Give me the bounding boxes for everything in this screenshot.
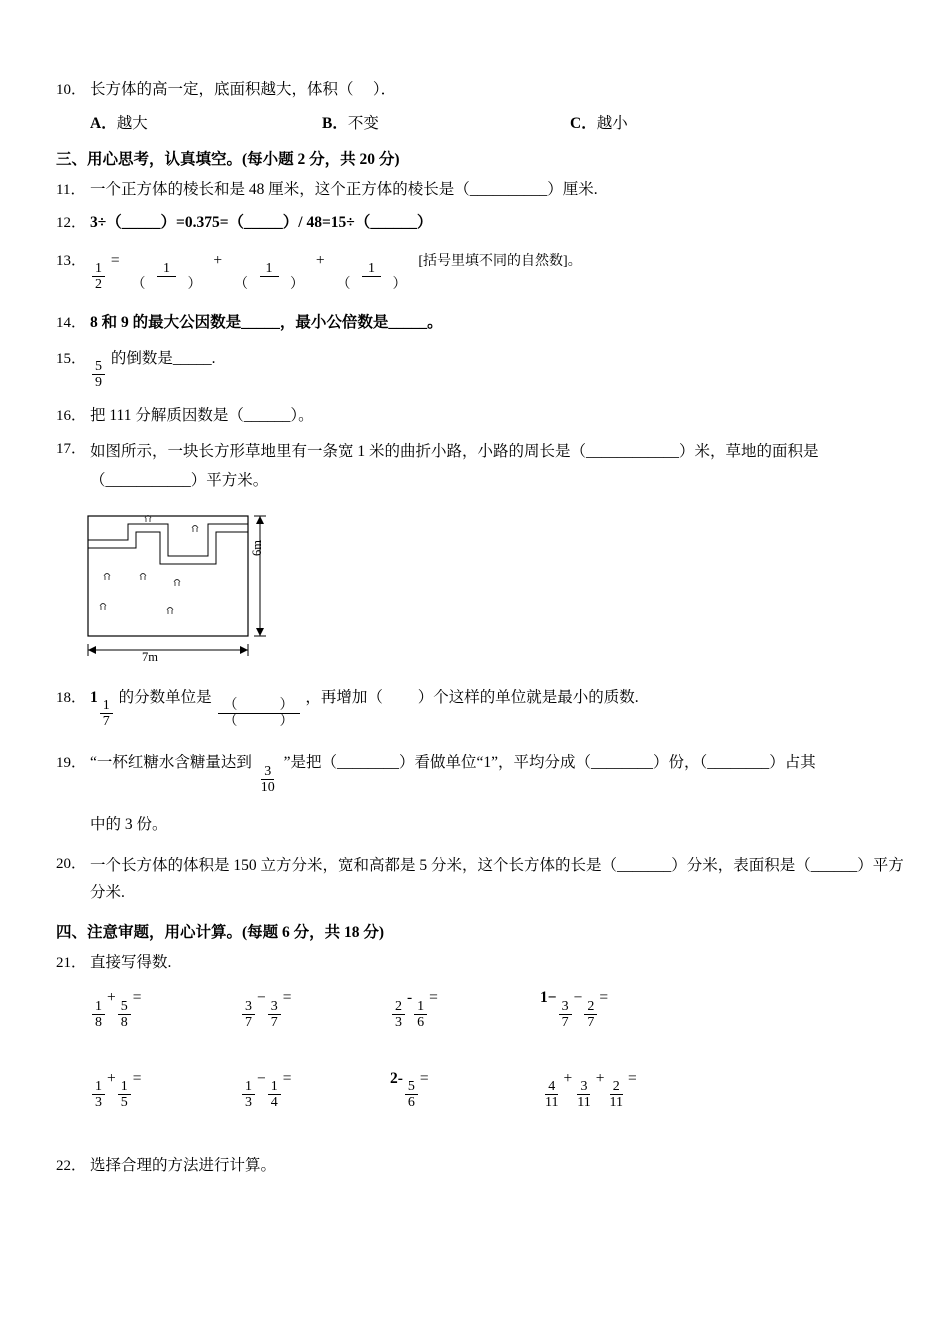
fraction-denominator: 11 [609,1095,623,1111]
question-12-text: 3÷（_____）=0.375=（_____）/ 48=15÷（______） [90,214,433,232]
option-b [322,111,570,133]
calc-expression [540,1070,730,1110]
fraction-denominator: 3 [245,1095,252,1111]
question-18-number: 18． [56,689,87,706]
option-c-label: C． [570,115,597,133]
calc-expression [390,1070,540,1110]
fraction [242,999,255,1030]
equals: = [132,989,142,1007]
question-18 [56,686,906,729]
option-a-text: 越大 [116,115,148,133]
question-17 [56,437,906,496]
question-13-body [90,249,906,292]
question-13 [56,249,906,292]
question-13-number: 13． [56,253,87,270]
fraction-numerator: 1 [92,999,105,1015]
fraction-denominator: 9 [95,374,102,390]
option-c [570,111,770,133]
fraction-numerator: 4 [545,1079,558,1095]
fraction-denominator: （ ） [336,277,407,293]
equals: = [132,1069,142,1087]
fraction-numerator: 5 [118,999,131,1015]
figure-height-label: 6m [250,539,264,556]
fraction-numerator: 1 [362,261,381,277]
equals-sign: = [110,252,120,270]
fraction [268,1079,281,1110]
fraction-denominator: 8 [95,1014,102,1030]
mixed-number-fraction [100,698,113,729]
question-16 [56,404,906,428]
page-content [56,78,906,1187]
fraction-denominator: （ ） [131,277,202,293]
fraction-numerator: 1 [100,698,113,714]
fraction-term-1 [126,261,208,292]
fraction-term-2 [228,261,310,292]
fraction [414,999,427,1030]
question-21 [56,951,906,975]
fraction-denominator: 2 [95,277,102,293]
operator: − [573,989,583,1007]
operator: - [407,989,413,1007]
question-19-text-2: ”是把（________）看做单位“1”，平均分成（________）份，（________）占其 [283,754,816,772]
question-11-text: 一个正方体的棱长和是 48 厘米，这个正方体的棱长是（__________）厘米. [90,181,598,199]
option-c-text: 越小 [596,115,628,133]
calc-expression [540,989,730,1029]
equals: = [627,1069,637,1087]
fraction [92,1079,105,1110]
figure-svg [82,510,302,670]
fraction [584,999,597,1030]
fraction-denominator: 10 [260,779,275,795]
fraction-denominator: 3 [95,1095,102,1111]
fraction-numerator: 5 [92,359,105,375]
fraction-term-3 [331,261,413,292]
question-15-text: 的倒数是_____. [110,349,216,367]
fraction [118,999,131,1030]
operator: + [563,1069,573,1087]
question-15-number: 15． [56,350,87,367]
fraction-denominator: 4 [270,1095,278,1111]
figure-width-label: 7m [142,649,158,664]
fraction-numerator: 1 [260,261,279,277]
question-10-number: 10． [56,82,87,98]
fraction-numerator: 3 [261,764,274,780]
fraction-numerator: 3 [268,999,281,1015]
fraction-denominator: 7 [102,714,110,730]
fraction-numerator: 1 [414,999,427,1015]
question-18-text-2: ，再增加（ ）个这样的单位就是最小的质数. [305,688,639,706]
question-16-text: 把 111 分解质因数是（______）。 [90,407,314,425]
operator: − [257,989,266,1007]
fraction-denominator: 6 [407,1095,415,1111]
equals: = [599,989,609,1007]
fraction-denominator: （ ） [223,714,294,730]
fraction [92,999,105,1030]
blank-fraction [218,698,300,729]
equals: = [429,989,438,1007]
fraction-denominator: 3 [395,1014,402,1030]
fraction-denominator: 7 [270,1014,278,1030]
question-21-number: 21． [56,955,87,972]
plus-sign: + [213,252,223,270]
question-15-body [90,347,906,390]
question-20 [56,852,906,906]
question-21-text: 直接写得数. [90,954,172,972]
fraction-one-half [92,261,105,292]
fraction-numerator: （ ） [218,698,300,714]
fraction-numerator: 5 [405,1079,418,1095]
equals: = [282,1069,292,1087]
leading-term: 1− [540,989,557,1007]
calc-expression [240,989,390,1029]
fraction [268,999,281,1030]
fraction-numerator: 2 [584,999,597,1015]
fraction [405,1079,418,1110]
fraction-denominator: 7 [561,1014,569,1030]
question-18-text-1: 的分数单位是 [118,688,212,706]
fraction [118,1079,131,1110]
fraction-numerator: 2 [392,999,405,1015]
fraction-numerator: 1 [157,261,176,277]
fraction-numerator: 2 [610,1079,623,1095]
question-11-number: 11． [56,182,86,199]
fraction-five-ninths [92,359,105,390]
leading-term: 2- [390,1069,403,1087]
question-13-tail: [括号里填不同的自然数]。 [418,254,582,270]
fraction-denominator: 11 [545,1095,559,1111]
question-20-text: 一个长方体的体积是 150 立方分米，宽和高都是 5 分米，这个长方体的长是（_______）分米，表面积是（______）平方分米. [90,857,904,902]
fraction-denominator: 7 [245,1014,252,1030]
fraction-numerator: 1 [118,1079,131,1095]
question-12-number: 12． [56,215,87,232]
fraction-three-tenths [258,764,278,795]
question-14-number: 14． [56,314,87,331]
question-15 [56,347,906,390]
operator: + [595,1069,605,1087]
equals: = [282,989,292,1007]
fraction-denominator: 8 [120,1014,128,1030]
question-22 [56,1154,906,1178]
calc-expression [90,1070,240,1110]
question-10 [56,78,906,102]
fraction [392,999,405,1030]
fraction-denominator: 6 [417,1014,425,1030]
option-a-label: A． [90,115,117,133]
question-20-number: 20． [56,856,87,873]
lawn-path-figure [82,510,302,670]
question-14-text: 8 和 9 的最大公因数是_____，最小公倍数是_____。 [90,313,443,331]
question-17-number: 17． [56,441,87,458]
plus-sign: + [315,252,325,270]
question-11 [56,178,906,202]
operator: + [107,989,116,1007]
question-16-number: 16． [56,408,87,425]
question-19-text-1: “一杯红糖水含糖量达到 [90,754,252,772]
fraction [606,1079,625,1110]
fraction-denominator: 5 [120,1095,128,1111]
fraction-denominator: 7 [587,1014,595,1030]
question-17-text: 如图所示，一块长方形草地里有一条宽 1 米的曲折小路，小路的周长是（____________）米，草地的面积是（___________）平方米。 [90,443,819,490]
fraction-numerator: 3 [559,999,572,1015]
question-14 [56,311,906,335]
fraction-numerator: 1 [268,1079,281,1095]
question-19-body [90,751,906,794]
question-19 [56,751,906,794]
option-a [90,111,322,133]
fraction-numerator: 1 [242,1079,255,1095]
option-b-label: B． [322,115,348,133]
mixed-number-whole: 1 [90,688,98,706]
fraction-numerator: 1 [92,261,105,277]
question-22-number: 22． [56,1158,87,1175]
fraction-numerator: 3 [577,1079,590,1095]
section-4-heading: 四、注意审题，用心计算。(每题 6 分，共 18 分) [56,924,385,942]
fraction [542,1079,561,1110]
calc-expression [240,1070,390,1110]
question-10-text: 长方体的高一定，底面积越大，体积（ ）． [90,81,397,98]
question-19-text-3: 中的 3 份。 [90,815,168,833]
fraction-denominator: （ ） [234,277,304,293]
question-19-number: 19． [56,755,87,772]
fraction [574,1079,593,1110]
question-21-line-2 [90,1070,906,1110]
fraction-numerator: 1 [92,1079,105,1095]
operator: − [257,1069,266,1087]
fraction [559,999,572,1030]
calc-expression [390,989,540,1029]
calc-expression [90,989,240,1029]
fraction [242,1079,255,1110]
fraction-denominator: 11 [577,1095,591,1111]
question-22-text: 选择合理的方法进行计算。 [90,1157,277,1175]
operator: + [107,1069,116,1087]
question-18-body [90,686,906,729]
section-3-heading: 三、用心思考，认真填空。(每小题 2 分，共 20 分) [56,151,400,169]
option-b-text: 不变 [347,115,379,133]
equals: = [419,1069,429,1087]
question-21-line-1 [90,989,906,1029]
fraction-numerator: 3 [242,999,255,1015]
question-12 [56,211,906,235]
question-10-options [90,111,906,133]
